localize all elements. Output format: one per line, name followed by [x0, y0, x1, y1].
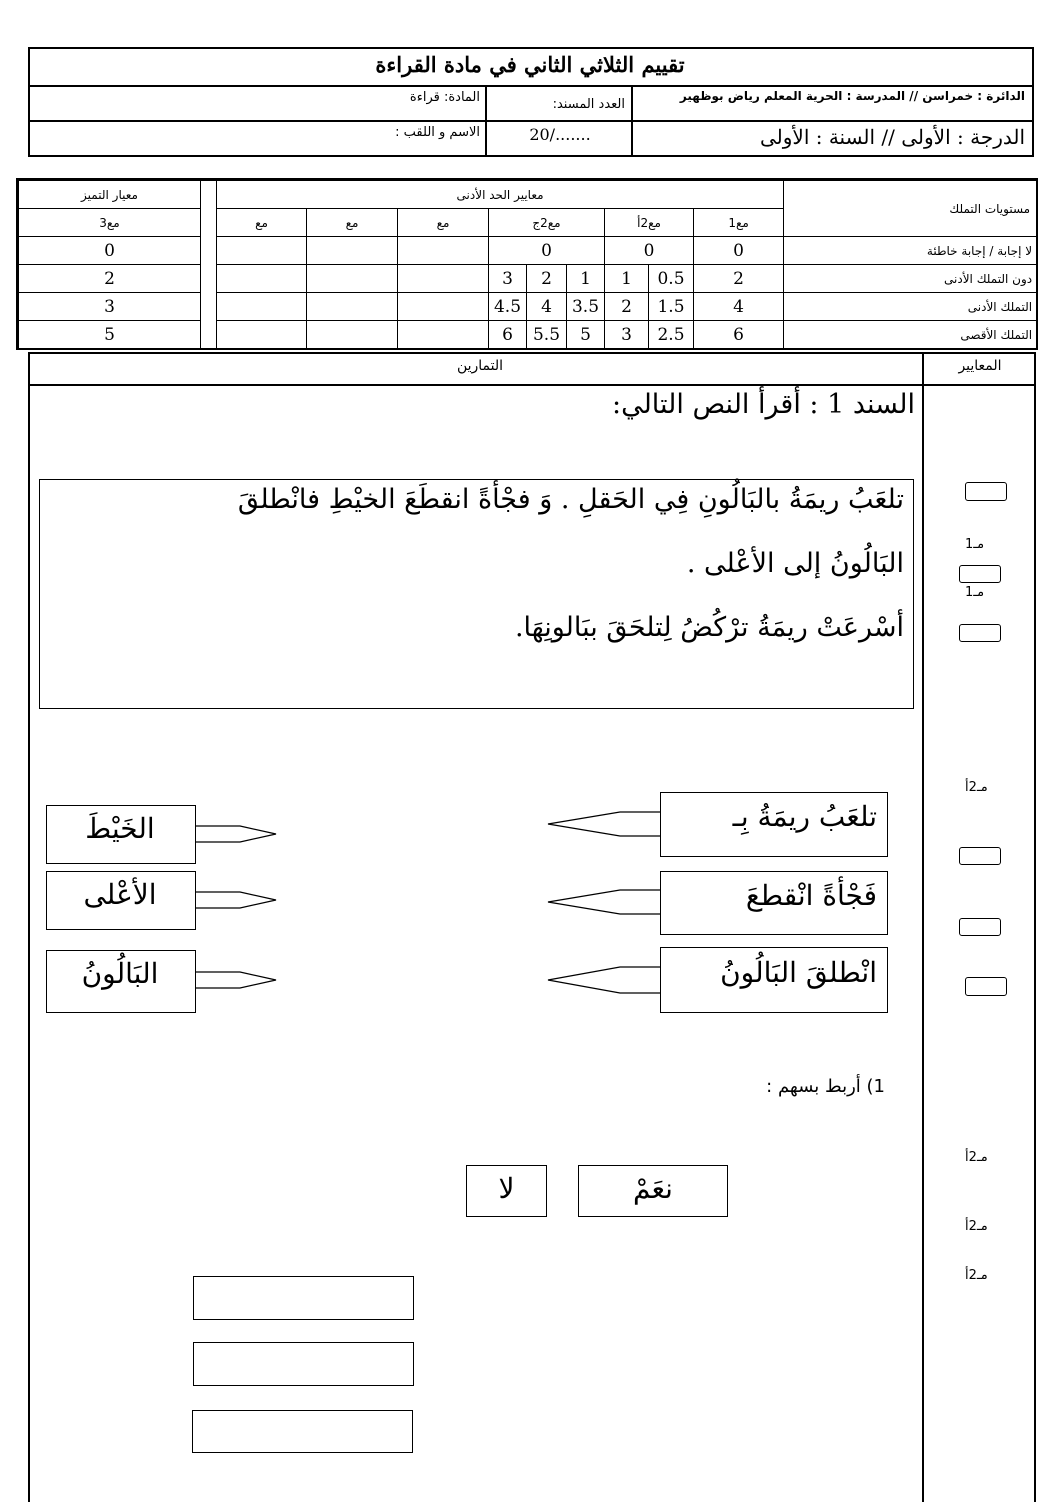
criterion-mark: مـ1	[965, 585, 985, 600]
levels-header: مستويات التملك	[784, 181, 1037, 237]
criterion-mark: مـ2أ	[965, 1268, 988, 1283]
table-row: 3 4.5 4 3.5 2 1.5 4 التملك الأدنى	[19, 293, 1037, 321]
score-field[interactable]: 20/.......	[529, 125, 591, 144]
table-row: 5 6 5.5 5 3 2.5 6 التملك الأقصى	[19, 321, 1037, 349]
excellence-criterion-header: معيار التميز	[19, 181, 201, 209]
yes-label: نعَمْ	[633, 1172, 673, 1205]
answer-box-2[interactable]	[193, 1342, 414, 1386]
right-phrase-3: انْطلقَ البَالُونُ	[720, 956, 877, 989]
criterion-mark: مـ2أ	[965, 1219, 988, 1234]
passage-line-1: تلعَبُ ريمَةُ بالبَالُونِ فِي الحَقلِ . وَ فجْأةً انقطَعَ الخيْطِ فانْطلقَ	[237, 484, 904, 515]
exercises-column-header: التمارين	[456, 358, 504, 374]
criterion-mark: مـ1	[965, 537, 985, 552]
no-label: لا	[498, 1172, 515, 1205]
criteria-column-header: المعايير	[958, 358, 1002, 374]
criterion-m3: مع3	[19, 209, 201, 237]
criterion-mark: مـ2أ	[965, 780, 988, 795]
left-word-2: الأعْلى	[83, 878, 157, 911]
school-info: الدائرة : خمراسن // المدرسة : الحرية المعلم رياض بوظهير	[679, 89, 1025, 103]
criterion-m2a: مع2أ	[605, 209, 694, 237]
criterion-blank-1: مع	[398, 209, 489, 237]
right-phrase-2: فَجْأةً انْقطعَ	[745, 879, 877, 912]
table-row: 0 0 0 0 لا إجابة / إجابة خاطئة	[19, 237, 1037, 265]
right-phrase-1: تلعَبُ ريمَةُ بِـ	[732, 800, 877, 833]
exercise-prompt: السند 1 : أقرأ النص التالي:	[611, 389, 915, 420]
left-word-3: البَالُونُ	[81, 957, 159, 990]
criterion-blank-3: مع	[217, 209, 307, 237]
left-word-1: الخَيْطَ	[85, 812, 155, 845]
instruction-connect: 1) أربط بسهم :	[766, 1076, 885, 1097]
answer-box-3[interactable]	[192, 1410, 413, 1453]
grade-line: الدرجة : الأولى // السنة : الأولى	[759, 125, 1025, 149]
criterion-mark: مـ2أ	[965, 1150, 988, 1165]
criterion-m2c: مع2ج	[489, 209, 605, 237]
answer-box-1[interactable]	[193, 1276, 414, 1320]
page-title: تقييم الثلاثي الثاني في مادة القراءة	[375, 52, 685, 77]
passage-line-3: أسْرعَتْ ريمَةُ ترْكُضُ لِتلحَقَ ببَالونِهَا.	[514, 612, 904, 643]
subject-label: المادة: قراءة	[409, 90, 480, 105]
table-row: 2 3 2 1 1 0.5 2 دون التملك الأدنى	[19, 265, 1037, 293]
criterion-m1: مع1	[694, 209, 784, 237]
name-label: الاسم و اللقب :	[395, 125, 480, 140]
passage-line-2: البَالُونُ إلى الأعْلى .	[686, 548, 904, 579]
criterion-blank-2: مع	[307, 209, 398, 237]
doc-number-label: العدد المسند:	[552, 97, 625, 112]
min-criteria-header: معايير الحد الأدنى	[217, 181, 784, 209]
